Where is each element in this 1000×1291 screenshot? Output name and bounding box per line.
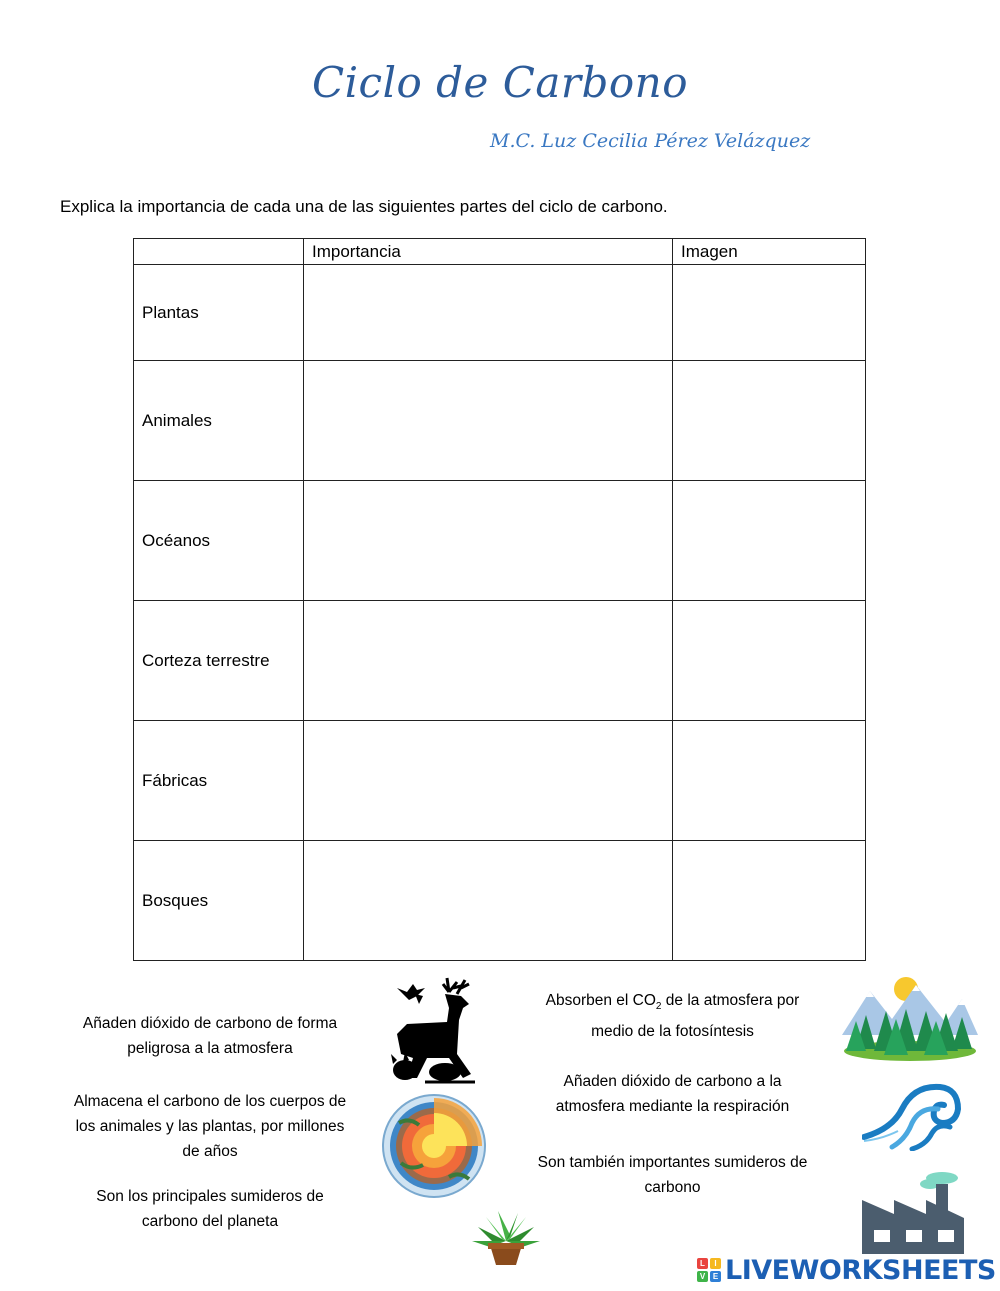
description-card[interactable]: Almacena el carbono de los cuerpos de los animales y las plantas, por millones de años xyxy=(73,1093,347,1160)
table-row xyxy=(134,481,866,601)
description-card[interactable]: Son los principales sumideros de carbono del planeta xyxy=(96,1188,324,1230)
row-label: Fábricas xyxy=(134,721,304,841)
row-label: Bosques xyxy=(134,841,304,961)
table-header-blank xyxy=(134,239,304,265)
importancia-cell[interactable] xyxy=(304,841,673,961)
importancia-cell[interactable] xyxy=(304,601,673,721)
table-row xyxy=(134,721,866,841)
brand-text: LIVEWORKSHEETS xyxy=(725,1254,996,1286)
row-label: Animales xyxy=(134,361,304,481)
row-label: Plantas xyxy=(134,265,304,361)
description-card[interactable]: Añaden dióxido de carbono de forma peligrosa a la atmosfera xyxy=(82,1015,338,1057)
author-name: M.C. Luz Cecilia Pérez Velázquez xyxy=(490,130,811,152)
table-row xyxy=(134,265,866,361)
instruction-text: Explica la importancia de cada una de las siguientes partes del ciclo de carbono. xyxy=(60,197,668,216)
table-header-importancia: Importancia xyxy=(304,239,673,265)
table-row xyxy=(134,841,866,961)
description-card[interactable]: Absorben el $CO_2$ de la atmosfera por medio de la fotosíntesis xyxy=(545,992,800,1041)
forest-icon[interactable] xyxy=(842,975,978,1061)
table-header-imagen: Imagen xyxy=(673,239,866,265)
imagen-drop-cell[interactable] xyxy=(673,361,866,481)
plant-icon[interactable] xyxy=(468,1207,544,1267)
factory-icon[interactable] xyxy=(860,1170,968,1254)
row-label: Corteza terrestre xyxy=(134,601,304,721)
brand-blocks-icon: L I V E xyxy=(697,1258,721,1282)
imagen-drop-cell[interactable] xyxy=(673,481,866,601)
wave-icon[interactable] xyxy=(862,1079,962,1151)
importancia-cell[interactable] xyxy=(304,481,673,601)
description-card[interactable]: Añaden dióxido de carbono a la atmosfera mediante la respiración xyxy=(555,1073,790,1115)
importancia-cell[interactable] xyxy=(304,361,673,481)
table-row xyxy=(134,361,866,481)
importancia-cell[interactable] xyxy=(304,721,673,841)
imagen-drop-cell[interactable] xyxy=(673,601,866,721)
table-row xyxy=(134,601,866,721)
importancia-cell[interactable] xyxy=(304,265,673,361)
carbon-cycle-table xyxy=(133,238,866,961)
imagen-drop-cell[interactable] xyxy=(673,721,866,841)
liveworksheets-logo xyxy=(697,1252,996,1288)
description-card[interactable]: Son también importantes sumideros de carbono xyxy=(537,1154,808,1196)
earth-layers-icon[interactable] xyxy=(379,1093,489,1199)
imagen-drop-cell[interactable] xyxy=(673,265,866,361)
row-label: Océanos xyxy=(134,481,304,601)
imagen-drop-cell[interactable] xyxy=(673,841,866,961)
table-header-row xyxy=(134,239,866,265)
animals-icon[interactable] xyxy=(387,974,479,1086)
page-title: Ciclo de Carbono xyxy=(311,58,688,107)
